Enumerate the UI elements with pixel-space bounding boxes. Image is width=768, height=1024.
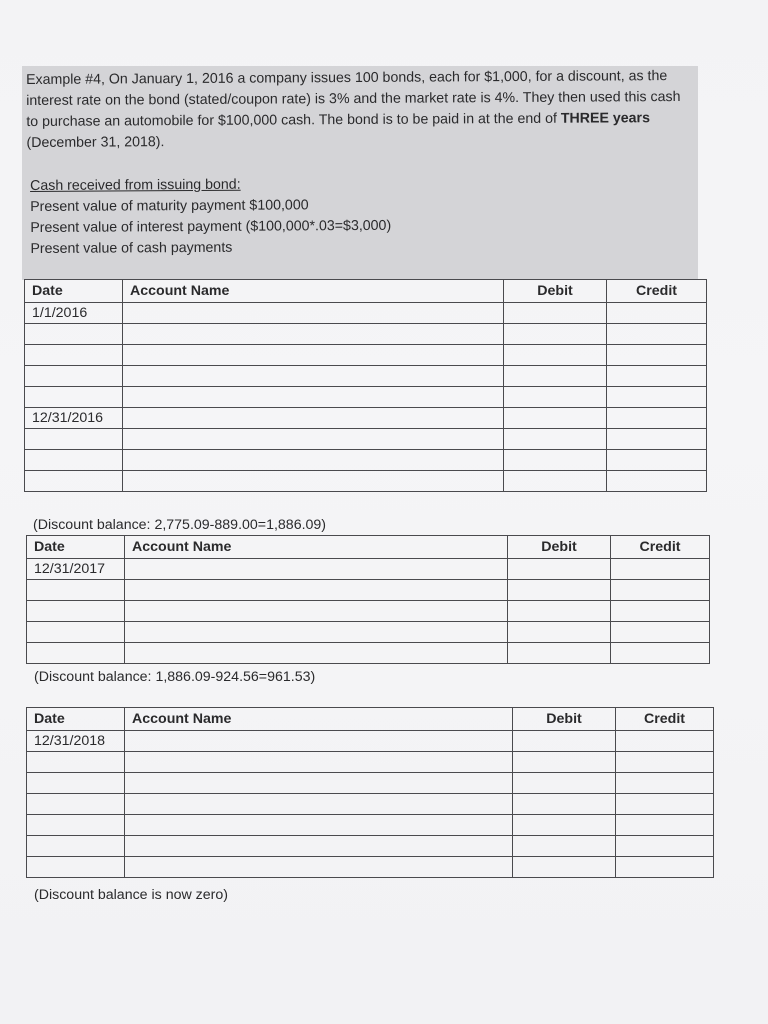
credit-cell[interactable] [611, 622, 710, 643]
date-cell[interactable] [27, 601, 125, 622]
debit-cell[interactable] [513, 752, 616, 773]
discount-balance-note-1: (Discount balance: 2,775.09-889.00=1,886.09) [33, 517, 327, 533]
journal-row [27, 622, 710, 643]
pv-cash-line: Present value of cash payments [30, 239, 233, 257]
date-cell[interactable] [27, 580, 125, 601]
pv-interest-line: Present value of interest payment ($100,000*.03=$3,000) [30, 217, 392, 236]
journal-row [27, 601, 710, 622]
debit-cell[interactable] [513, 731, 616, 752]
debit-cell[interactable] [508, 580, 611, 601]
account-name-header: Account Name [125, 708, 513, 731]
journal-row [27, 794, 714, 815]
date-cell[interactable] [27, 622, 125, 643]
date-cell[interactable] [27, 643, 125, 664]
credit-cell[interactable] [607, 450, 707, 471]
debit-cell[interactable] [508, 622, 611, 643]
date-cell[interactable] [27, 794, 125, 815]
date-cell[interactable]: 12/31/2018 [27, 731, 125, 752]
journal-row [27, 752, 714, 773]
journal-table-2 [26, 535, 710, 664]
debit-cell[interactable] [513, 773, 616, 794]
cash-received-heading: Cash received from issuing bond: [30, 176, 241, 194]
credit-cell[interactable] [611, 643, 710, 664]
discount-balance-note-3: (Discount balance is now zero) [34, 887, 228, 903]
journal-row [27, 836, 714, 857]
account-cell[interactable] [125, 731, 513, 752]
date-cell[interactable] [27, 836, 125, 857]
credit-header: Credit [611, 536, 710, 559]
account-name-header: Account Name [125, 536, 508, 559]
account-cell[interactable] [123, 366, 504, 387]
date-cell[interactable] [27, 857, 125, 878]
credit-cell[interactable] [607, 345, 707, 366]
credit-cell[interactable] [616, 815, 714, 836]
account-cell[interactable] [125, 773, 513, 794]
journal-row [25, 471, 707, 492]
journal-header-row [27, 708, 714, 731]
journal-row [27, 857, 714, 878]
date-cell[interactable] [25, 471, 123, 492]
debit-cell[interactable] [504, 324, 607, 345]
cash-received-section [30, 174, 391, 260]
problem-text-bold: THREE years [560, 110, 650, 127]
date-cell[interactable] [25, 324, 123, 345]
debit-header: Debit [504, 280, 607, 303]
account-name-header: Account Name [123, 280, 504, 303]
journal-row [27, 643, 710, 664]
debit-cell[interactable] [504, 429, 607, 450]
journal-row [25, 345, 707, 366]
journal-row [25, 408, 707, 429]
date-cell[interactable] [27, 815, 125, 836]
date-cell[interactable] [27, 752, 125, 773]
account-cell[interactable] [123, 408, 504, 429]
credit-cell[interactable] [607, 471, 707, 492]
journal-row [25, 387, 707, 408]
journal-row [27, 731, 714, 752]
date-cell[interactable] [25, 366, 123, 387]
journal-row [27, 815, 714, 836]
date-cell[interactable] [25, 450, 123, 471]
debit-cell[interactable] [508, 601, 611, 622]
account-cell[interactable] [123, 303, 504, 324]
account-cell[interactable] [125, 752, 513, 773]
credit-cell[interactable] [611, 559, 710, 580]
debit-cell[interactable] [513, 794, 616, 815]
date-header: Date [27, 536, 125, 559]
debit-cell[interactable] [513, 815, 616, 836]
journal-header-row [27, 536, 710, 559]
journal-row [25, 303, 707, 324]
credit-cell[interactable] [607, 408, 707, 429]
date-cell[interactable]: 12/31/2017 [27, 559, 125, 580]
account-cell[interactable] [125, 794, 513, 815]
date-header: Date [27, 708, 125, 731]
journal-row [25, 324, 707, 345]
account-cell[interactable] [123, 450, 504, 471]
discount-balance-note-2: (Discount balance: 1,886.09-924.56=961.53) [34, 669, 316, 685]
debit-cell[interactable] [508, 559, 611, 580]
debit-header: Debit [508, 536, 611, 559]
journal-header-row [25, 280, 707, 303]
account-cell[interactable] [123, 471, 504, 492]
account-cell[interactable] [125, 580, 508, 601]
problem-text-end: (December 31, 2018). [26, 134, 165, 151]
account-cell[interactable] [123, 429, 504, 450]
credit-cell[interactable] [607, 429, 707, 450]
account-cell[interactable] [125, 815, 513, 836]
credit-header: Credit [607, 280, 707, 303]
pv-maturity-line: Present value of maturity payment $100,000 [30, 197, 309, 215]
account-cell[interactable] [125, 643, 508, 664]
account-cell[interactable] [125, 601, 508, 622]
journal-row [25, 366, 707, 387]
date-cell[interactable] [25, 429, 123, 450]
date-cell[interactable] [25, 345, 123, 366]
account-cell[interactable] [125, 622, 508, 643]
credit-cell[interactable] [611, 601, 710, 622]
date-cell[interactable]: 12/31/2016 [25, 408, 123, 429]
journal-row [25, 429, 707, 450]
date-cell[interactable] [25, 387, 123, 408]
debit-cell[interactable] [504, 450, 607, 471]
account-cell[interactable] [123, 387, 504, 408]
debit-cell[interactable] [508, 643, 611, 664]
debit-cell[interactable] [513, 836, 616, 857]
debit-cell[interactable] [504, 345, 607, 366]
debit-cell[interactable] [504, 387, 607, 408]
date-cell[interactable] [27, 773, 125, 794]
journal-row [27, 773, 714, 794]
journal-row [27, 559, 710, 580]
credit-cell[interactable] [607, 366, 707, 387]
account-cell[interactable] [125, 857, 513, 878]
date-header: Date [25, 280, 123, 303]
credit-cell[interactable] [616, 773, 714, 794]
date-cell[interactable]: 1/1/2016 [25, 303, 123, 324]
credit-cell[interactable] [616, 794, 714, 815]
credit-header: Credit [616, 708, 714, 731]
problem-statement [26, 66, 695, 154]
debit-cell[interactable] [504, 408, 607, 429]
credit-cell[interactable] [616, 752, 714, 773]
debit-cell[interactable] [504, 366, 607, 387]
problem-text-start: Example #4, On January 1, 2016 a company issues 100 bonds, each for $1,000, for a discount, as the interest rate on the bond (stated/coupon rate) is 3% and the market rate is 4%. They then used this cash to purchase an automobile for $100,000 cash. The bond is to be paid in at the end of [26, 68, 681, 130]
debit-header: Debit [513, 708, 616, 731]
credit-cell[interactable] [607, 324, 707, 345]
debit-cell[interactable] [504, 471, 607, 492]
debit-cell[interactable] [504, 303, 607, 324]
journal-row [25, 450, 707, 471]
credit-cell[interactable] [616, 731, 714, 752]
journal-table-1 [24, 279, 707, 492]
account-cell[interactable] [125, 836, 513, 857]
credit-cell[interactable] [607, 303, 707, 324]
account-cell[interactable] [123, 345, 504, 366]
credit-cell[interactable] [607, 387, 707, 408]
credit-cell[interactable] [616, 857, 714, 878]
account-cell[interactable] [125, 559, 508, 580]
account-cell[interactable] [123, 324, 504, 345]
debit-cell[interactable] [513, 857, 616, 878]
credit-cell[interactable] [616, 836, 714, 857]
journal-table-3 [26, 707, 714, 878]
credit-cell[interactable] [611, 580, 710, 601]
journal-row [27, 580, 710, 601]
